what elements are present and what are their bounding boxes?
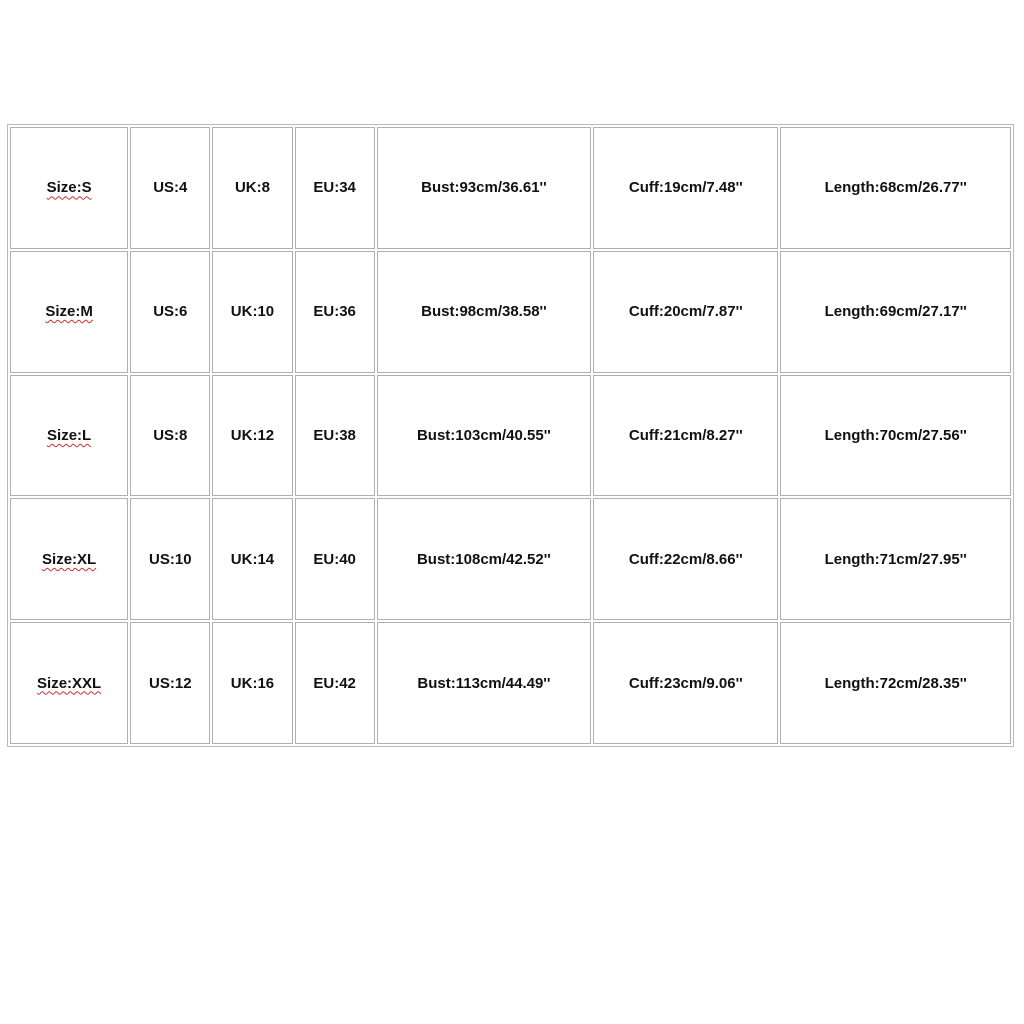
us-size-cell: US:12 bbox=[130, 622, 210, 744]
uk-size-cell: UK:8 bbox=[212, 127, 292, 249]
eu-size-cell: EU:36 bbox=[295, 251, 375, 373]
us-size-cell: US:4 bbox=[130, 127, 210, 249]
cuff-cell: Cuff:19cm/7.48'' bbox=[593, 127, 778, 249]
eu-size-cell: EU:38 bbox=[295, 375, 375, 497]
size-cell: Size:M bbox=[10, 251, 128, 373]
table-row bbox=[10, 375, 1011, 497]
us-size-cell: US:8 bbox=[130, 375, 210, 497]
us-size-cell: US:10 bbox=[130, 498, 210, 620]
bust-cell: Bust:93cm/36.61'' bbox=[377, 127, 591, 249]
uk-size-cell: UK:12 bbox=[212, 375, 292, 497]
bust-cell: Bust:108cm/42.52'' bbox=[377, 498, 591, 620]
size-chart-table bbox=[7, 124, 1014, 747]
table-row bbox=[10, 127, 1011, 249]
uk-size-cell: UK:10 bbox=[212, 251, 292, 373]
length-cell: Length:71cm/27.95'' bbox=[780, 498, 1011, 620]
bust-cell: Bust:113cm/44.49'' bbox=[377, 622, 591, 744]
uk-size-cell: UK:14 bbox=[212, 498, 292, 620]
us-size-cell: US:6 bbox=[130, 251, 210, 373]
bust-cell: Bust:103cm/40.55'' bbox=[377, 375, 591, 497]
uk-size-cell: UK:16 bbox=[212, 622, 292, 744]
size-cell: Size:L bbox=[10, 375, 128, 497]
cuff-cell: Cuff:23cm/9.06'' bbox=[593, 622, 778, 744]
bust-cell: Bust:98cm/38.58'' bbox=[377, 251, 591, 373]
eu-size-cell: EU:40 bbox=[295, 498, 375, 620]
eu-size-cell: EU:42 bbox=[295, 622, 375, 744]
cuff-cell: Cuff:20cm/7.87'' bbox=[593, 251, 778, 373]
cuff-cell: Cuff:21cm/8.27'' bbox=[593, 375, 778, 497]
size-cell: Size:S bbox=[10, 127, 128, 249]
table-row bbox=[10, 622, 1011, 744]
eu-size-cell: EU:34 bbox=[295, 127, 375, 249]
table-row bbox=[10, 498, 1011, 620]
length-cell: Length:68cm/26.77'' bbox=[780, 127, 1011, 249]
length-cell: Length:72cm/28.35'' bbox=[780, 622, 1011, 744]
table-row bbox=[10, 251, 1011, 373]
cuff-cell: Cuff:22cm/8.66'' bbox=[593, 498, 778, 620]
size-cell: Size:XXL bbox=[10, 622, 128, 744]
length-cell: Length:69cm/27.17'' bbox=[780, 251, 1011, 373]
size-cell: Size:XL bbox=[10, 498, 128, 620]
length-cell: Length:70cm/27.56'' bbox=[780, 375, 1011, 497]
